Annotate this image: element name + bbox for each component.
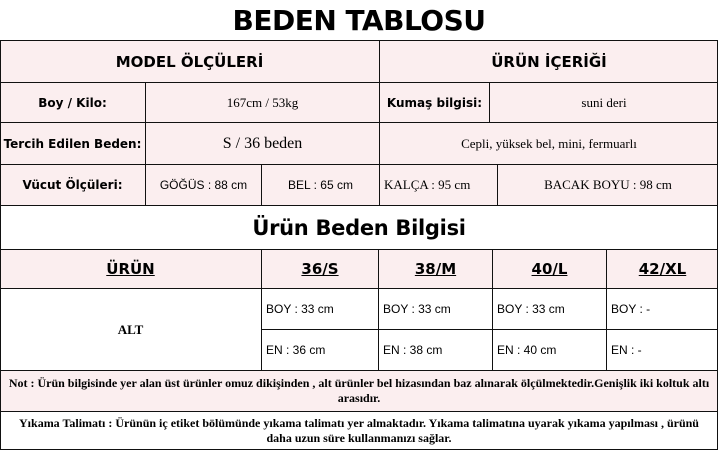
en-36s: EN : 36 cm xyxy=(266,343,326,357)
product-name: ALT xyxy=(117,321,144,337)
size-header-36s: 36/S xyxy=(301,260,339,278)
height-weight-label: Boy / Kilo: xyxy=(38,95,107,110)
fabric-value: suni deri xyxy=(581,94,627,110)
page-title: BEDEN TABLOSU xyxy=(232,3,486,37)
boy-36s: BOY : 33 cm xyxy=(266,302,334,316)
measurement-note: Not : Ürün bilgisinde yer alan üst ürünler omuz dikişinden , alt ürünler bel hizasından baz alınarak ölçülmektedir.Genişlik iki koltuk altı arasıdır. xyxy=(8,376,710,405)
height-weight-value: 167cm / 53kg xyxy=(226,94,299,110)
washing-instructions: Yıkama Talimatı : Ürünün iç etiket bölümünde yıkama talimatı yer almaktadır. Yıkama talimatına uyarak yıkama yapılması , ürünü daha uzun süre kullanmanızı sağlar. xyxy=(19,415,699,445)
product-content-heading: ÜRÜN İÇERİĞİ xyxy=(491,52,607,71)
preferred-size-label: Tercih Edilen Beden: xyxy=(3,136,142,151)
en-42xl: EN : - xyxy=(611,343,642,357)
size-info-title: Ürün Beden Bilgisi xyxy=(252,215,466,240)
preferred-size-value: S / 36 beden xyxy=(222,134,303,152)
en-38m: EN : 38 cm xyxy=(383,343,443,357)
product-column-header: ÜRÜN xyxy=(106,260,155,278)
leg-length-value: BACAK BOYU : 98 cm xyxy=(544,177,672,192)
fabric-label: Kumaş bilgisi: xyxy=(386,95,483,110)
hip-value: KALÇA : 95 cm xyxy=(384,177,471,192)
en-40l: EN : 40 cm xyxy=(497,343,557,357)
boy-42xl: BOY : - xyxy=(611,302,651,316)
body-measurements-label: Vücut Ölçüleri: xyxy=(22,178,123,192)
size-header-40l: 40/L xyxy=(531,260,568,278)
boy-38m: BOY : 33 cm xyxy=(383,302,451,316)
chest-value: GÖĞÜS : 88 cm xyxy=(159,178,248,192)
size-header-42xl: 42/XL xyxy=(638,260,687,278)
model-measurements-heading: MODEL ÖLÇÜLERİ xyxy=(115,52,264,71)
size-header-38m: 38/M xyxy=(414,260,457,278)
boy-40l: BOY : 33 cm xyxy=(497,302,565,316)
waist-value: BEL : 65 cm xyxy=(288,178,353,192)
product-features: Cepli, yüksek bel, mini, fermuarlı xyxy=(461,135,637,151)
